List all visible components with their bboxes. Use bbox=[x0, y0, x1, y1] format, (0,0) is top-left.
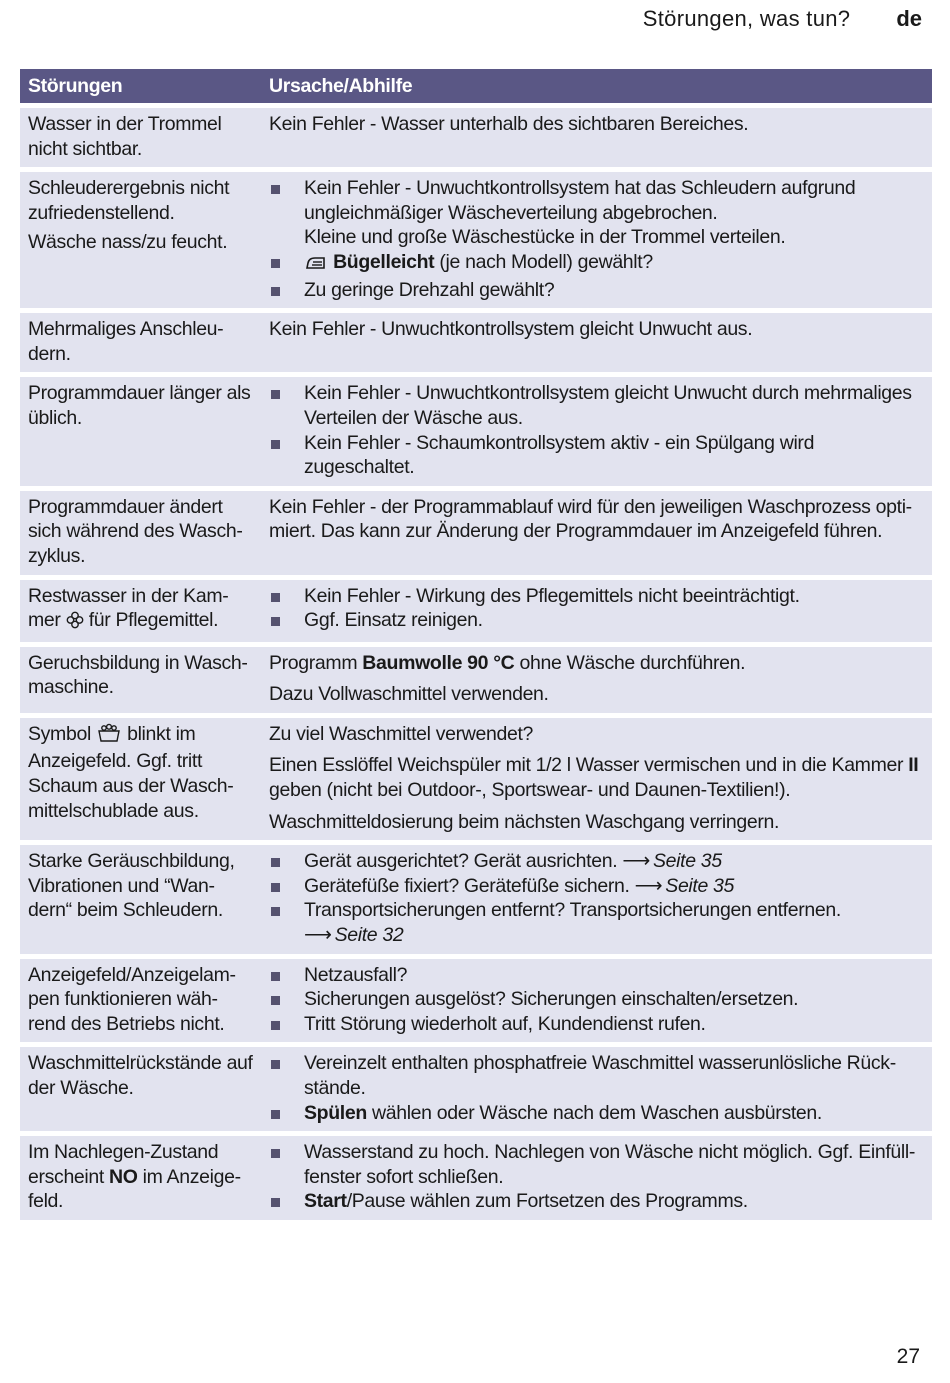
fault-cell: Programmdauer länger als üblich. bbox=[20, 377, 261, 485]
table-row bbox=[20, 580, 932, 642]
page-reference: Seite 35 bbox=[653, 850, 722, 873]
cause-cell bbox=[261, 1136, 932, 1220]
fault-cell: Mehrmaliges Anschleu-dern. bbox=[20, 313, 261, 372]
page-header bbox=[0, 6, 922, 32]
bullet-icon bbox=[271, 287, 280, 296]
cause-text: Zu viel Waschmittel verwendet? bbox=[269, 722, 534, 745]
page-reference: Seite 35 bbox=[665, 874, 735, 897]
cause-text: Dazu Vollwaschmittel verwenden. bbox=[269, 683, 549, 706]
cause-cell bbox=[261, 491, 932, 575]
cause-text: Kein Fehler - Unwuchtkontrollsystem gleicht Unwucht aus. bbox=[269, 318, 753, 341]
list-item: Netzausfall? bbox=[269, 963, 924, 988]
list-item: Wasserstand zu hoch. Nachlegen von Wäsche nicht möglich. Ggf. Einfüll-fenster sofort schließen. bbox=[269, 1140, 924, 1189]
table-row bbox=[20, 377, 932, 485]
bullet-icon bbox=[271, 1149, 280, 1158]
iron-icon bbox=[304, 253, 328, 278]
cause-cell bbox=[261, 172, 932, 308]
cause-text: Waschmitteldosierung beim nächsten Waschgang verringern. bbox=[269, 810, 780, 833]
section-title: Störungen, was tun? bbox=[642, 6, 851, 31]
bullet-icon bbox=[271, 996, 280, 1005]
bullet-icon bbox=[271, 617, 280, 626]
fault-cell: Waschmittelrückstände auf der Wäsche. bbox=[20, 1047, 261, 1131]
fault-text: Wäsche nass/zu feucht. bbox=[28, 231, 228, 254]
bullet-icon bbox=[271, 907, 280, 916]
list-item: Kein Fehler - Unwuchtkontrollsystem hat das Schleudern aufgrund ungleichmäßiger Wäscheverteilung abgebrochen. Kleine und große Wäschestücke in der Trommel verteilen. bbox=[269, 176, 924, 250]
list-item: Kein Fehler - Unwuchtkontrollsystem gleicht Unwucht durch mehrmaliges Verteilen der Wäsche aus. bbox=[269, 381, 924, 430]
troubleshooting-table bbox=[20, 64, 932, 1225]
cause-cell bbox=[261, 313, 932, 372]
list-item: Sicherungen ausgelöst? Sicherungen einschalten/ersetzen. bbox=[269, 987, 924, 1012]
fault-cell: Anzeigefeld/Anzeigelam-pen funktionieren wäh-rend des Betriebs nicht. bbox=[20, 959, 261, 1043]
list-item: Kein Fehler - Schaumkontrollsystem aktiv - ein Spülgang wird zugeschaltet. bbox=[269, 431, 924, 480]
foam-basin-icon bbox=[96, 723, 122, 750]
arrow-right-icon: ⟶ bbox=[304, 924, 332, 947]
list-item: Kein Fehler - Wirkung des Pflegemittels nicht beeinträchtigt. bbox=[269, 584, 924, 609]
page-number: 27 bbox=[896, 1345, 920, 1368]
page-reference: Seite 32 bbox=[334, 924, 404, 947]
cause-cell bbox=[261, 845, 932, 953]
bullet-icon bbox=[271, 972, 280, 981]
fault-cell: Restwasser in der Kam-mer für Pflegemittel. bbox=[20, 580, 261, 642]
list-item: Gerätefüße fixiert? Gerätefüße sichern. ⟶ Seite 35 bbox=[269, 874, 924, 899]
bullet-list bbox=[269, 963, 924, 1037]
fault-cell: Symbol blinkt im Anzeigefeld. Ggf. tritt Schaum aus der Wasch-mittelschublade aus. bbox=[20, 718, 261, 840]
bullet-icon bbox=[271, 593, 280, 602]
bullet-list bbox=[269, 1051, 924, 1125]
table-row bbox=[20, 845, 932, 953]
fault-cell: Starke Geräuschbildung, Vibrationen und “Wan-dern“ beim Schleudern. bbox=[20, 845, 261, 953]
table-row bbox=[20, 313, 932, 372]
table-row bbox=[20, 718, 932, 840]
bullet-list bbox=[269, 584, 924, 633]
bullet-icon bbox=[271, 390, 280, 399]
fault-cell: Im Nachlegen-Zustand erscheint NO im Anzeige-feld. bbox=[20, 1136, 261, 1220]
list-item: Vereinzelt enthalten phosphatfreie Waschmittel wasserunlösliche Rück-stände. bbox=[269, 1051, 924, 1100]
table-row bbox=[20, 647, 932, 713]
cause-cell bbox=[261, 647, 932, 713]
bullet-list bbox=[269, 1140, 924, 1214]
bullet-icon bbox=[271, 1198, 280, 1207]
bullet-icon bbox=[271, 440, 280, 449]
bullet-icon bbox=[271, 883, 280, 892]
list-item: Transportsicherungen entfernt? Transportsicherungen entfernen. ⟶ Seite 32 bbox=[269, 898, 924, 947]
table-row bbox=[20, 172, 932, 308]
list-item: Start/Pause wählen zum Fortsetzen des Programms. bbox=[269, 1189, 924, 1214]
cause-cell bbox=[261, 718, 932, 840]
list-item: Zu geringe Drehzahl gewählt? bbox=[269, 278, 924, 303]
column-header-cause: Ursache/Abhilfe bbox=[261, 69, 932, 103]
table-row bbox=[20, 491, 932, 575]
cause-text: Kein Fehler - Wasser unterhalb des sichtbaren Bereiches. bbox=[269, 113, 749, 135]
fault-cell: Wasser in der Trommel nicht sichtbar. bbox=[20, 108, 261, 167]
cause-cell bbox=[261, 377, 932, 485]
bullet-icon bbox=[271, 259, 280, 268]
cause-text: Kein Fehler - der Programmablauf wird für den jeweiligen Waschprozess opti-miert. Das kann zur Änderung der Programmdauer im Anzeigefeld führen. bbox=[269, 495, 912, 543]
fault-cell bbox=[20, 172, 261, 308]
list-item: Bügelleicht (je nach Modell) gewählt? bbox=[269, 250, 924, 278]
list-item: Ggf. Einsatz reinigen. bbox=[269, 608, 924, 633]
column-header-faults: Störungen bbox=[20, 69, 261, 103]
cause-cell bbox=[261, 1047, 932, 1131]
fault-text: Schleuderergebnis nicht zufriedenstellend. bbox=[28, 177, 230, 224]
table-row bbox=[20, 1047, 932, 1131]
bullet-icon bbox=[271, 1021, 280, 1030]
table-header-row bbox=[20, 69, 932, 103]
list-item: Gerät ausgerichtet? Gerät ausrichten. ⟶ Seite 35 bbox=[269, 849, 924, 874]
bullet-list bbox=[269, 381, 924, 479]
table-row bbox=[20, 1136, 932, 1220]
fault-cell: Programmdauer ändert sich während des Wasch-zyklus. bbox=[20, 491, 261, 575]
bullet-list bbox=[269, 176, 924, 302]
cause-cell bbox=[261, 959, 932, 1043]
arrow-right-icon: ⟶ bbox=[634, 874, 663, 897]
list-item: Tritt Störung wiederholt auf, Kundendienst rufen. bbox=[269, 1012, 924, 1037]
arrow-right-icon: ⟶ bbox=[622, 850, 650, 873]
language-code: de bbox=[896, 6, 922, 31]
bullet-icon bbox=[271, 1110, 280, 1119]
cause-text: Programm Baumwolle 90 °C ohne Wäsche durchführen. bbox=[269, 651, 746, 674]
bullet-icon bbox=[271, 858, 280, 867]
fault-cell: Geruchsbildung in Wasch-maschine. bbox=[20, 647, 261, 713]
bullet-icon bbox=[271, 1060, 280, 1069]
table-row bbox=[20, 108, 932, 167]
cause-cell bbox=[261, 108, 932, 167]
table-row bbox=[20, 959, 932, 1043]
list-item: Spülen wählen oder Wäsche nach dem Waschen ausbürsten. bbox=[269, 1101, 924, 1126]
bullet-list bbox=[269, 849, 924, 947]
bullet-icon bbox=[271, 185, 280, 194]
cause-text: Einen Esslöffel Weichspüler mit 1/2 l Wasser vermischen und in die Kammer II geben (nicht bei Outdoor-, Sportswear- und Daunen-Textilien!). bbox=[269, 754, 919, 802]
cause-cell bbox=[261, 580, 932, 642]
softener-flower-icon bbox=[66, 611, 84, 636]
